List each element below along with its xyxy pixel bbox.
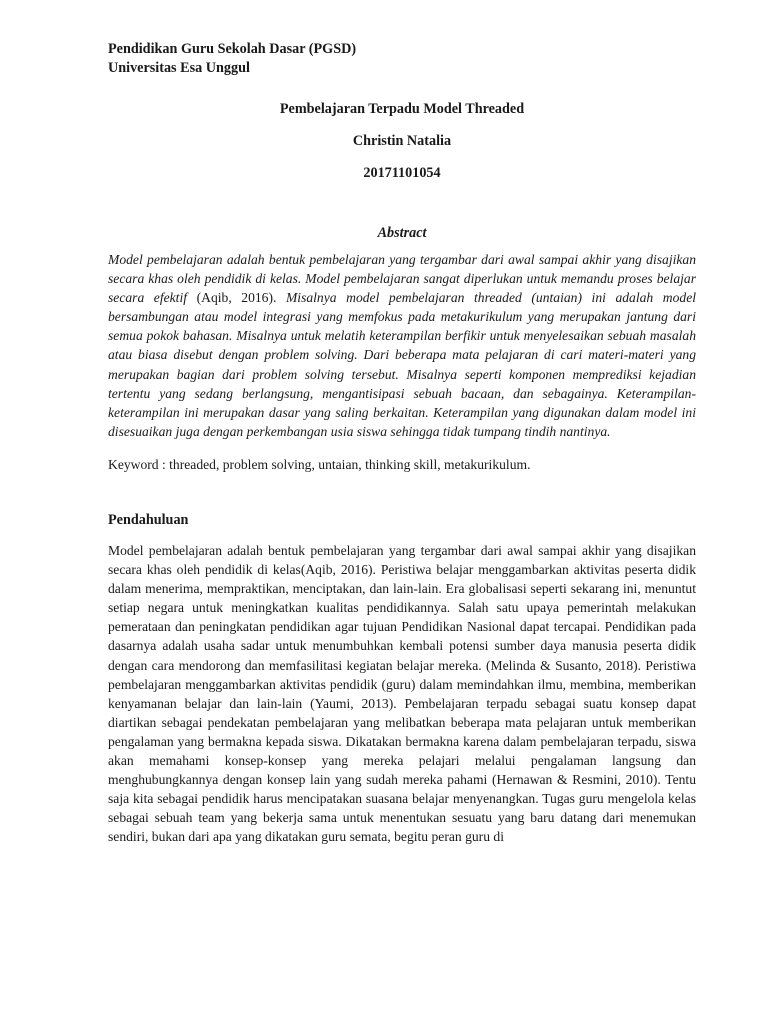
abstract-text xyxy=(108,250,696,441)
institution-line-2: Universitas Esa Unggul xyxy=(108,60,250,76)
abstract-text-part-a: Model pembelajaran adalah bentuk pembelajaran yang tergambar dari awal sampai akhir yang disajikan secara khas oleh pendidik di kelas. Model pembelajaran sangat diperlukan untuk memandu proses belajar secara efektif xyxy=(108,252,696,306)
keywords: Keyword : threaded, problem solving, untaian, thinking skill, metakurikulum. xyxy=(108,456,531,472)
abstract-text-part-b: Misalnya model pembelajaran threaded (untaian) ini adalah model bersambungan atau model integrasi yang memfokus pada metakurikulum yang merupakan jantung dari semua pokok bahasan. Misalnya untuk melatih keterampilan berfikir untuk menyelesaikan sebuah masalah atau biasa disebut dengan problem solving. Dari beberapa mata pelajaran di cari materi-materi yang merupakan bagian dari problem solving tersebut. Misalnya seperti komponen memprediksi kejadian tertentu yang sedang berlangsung, mengantisipasi sebuah bacaan, dan sebagainya. Keterampilan-keterampilan ini merupakan dasar yang saling berkaitan. Keterampilan yang digunakan dalam model ini disesuaikan juga dengan perkembangan usia siswa sehingga tidak tumpang tindih nantinya. xyxy=(108,290,697,439)
document-page xyxy=(108,40,696,846)
section-heading-pendahuluan: Pendahuluan xyxy=(108,511,189,528)
abstract-citation: (Aqib, 2016). xyxy=(187,290,286,306)
author-name: Christin Natalia xyxy=(352,133,452,149)
paper-title: Pembelajaran Terpadu Model Threaded xyxy=(279,101,525,117)
abstract-heading: Abstract xyxy=(377,225,427,241)
institution-line-1: Pendidikan Guru Sekolah Dasar (PGSD) xyxy=(108,41,357,57)
section-paragraph: Model pembelajaran adalah bentuk pembelajaran yang tergambar dari awal sampai akhir yang disajikan secara khas oleh pendidik di kelas(Aqib, 2016). Peristiwa belajar menggambarkan aktivitas peserta didik dalam menerima, mempraktikan, menciptakan, dan lain-lain. Era globalisasi seperti sekarang ini, menuntut setiap negara untuk meningkatkan kualitas pendidikannya. Salah satu upaya pemerintah melakukan pemerataan dan peningkatan pendidikan agar tujuan Pendidikan Nasional dapat tercapai. Pendidikan pada dasarnya adalah usaha sadar untuk menumbuhkan kembali potensi sumber daya manusia peserta didik dengan cara mendorong dan memfasilitasi kegiatan belajar mereka. (Melinda & Susanto, 2018). Peristiwa pembelajaran menggambarkan aktivitas pendidik (guru) dalam memindahkan ilmu, membina, memberikan kenyamanan belajar dan lain-lain (Yaumi, 2013). Pembelajaran terpadu sebagai suatu konsep dapat diartikan sebagai pendekatan pembelajaran yang melibatkan beberapa mata pelajaran untuk memberikan pengalaman yang bermakna kepada siswa. Dikatakan bermakna karena dalam pembelajaran terpadu, siswa akan memahami konsep-konsep yang mereka pelajari melalui pengalaman langsung dan menghubungkannya dengan konsep lain yang sudah mereka pahami (Hernawan & Resmini, 2010). Tentu saja kita sebagai pendidik harus mencipatakan suasana belajar menyenangkan. Tugas guru mengelola kelas sebagai sebuah team yang bekerja sama untuk menentukan sesuatu yang baru datang dari menemukan sendiri, bukan dari apa yang dikatakan guru semata, begitu peran guru di xyxy=(108,542,696,845)
student-id: 20171101054 xyxy=(363,165,441,181)
